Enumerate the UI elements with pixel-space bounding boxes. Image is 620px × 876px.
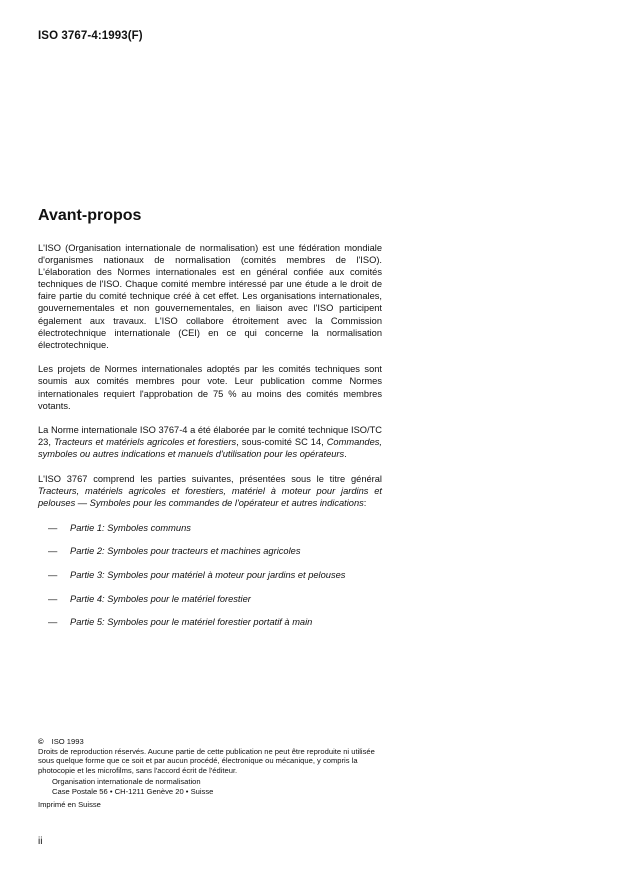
page-number: ii [38,836,43,847]
list-item [48,545,382,557]
rights-notice: Droits de reproduction réservés. Aucune partie de cette publication ne peut être reproduite ni utilisée sous quelque forme que ce soit et par aucun procédé, électronique ou mécanique, y compris la photocopie et les microfilms, sans l'accord écrit de l'éditeur. [38,746,375,775]
paragraph-committee [38,424,382,460]
foreword-body [38,242,382,640]
list-dash: — [48,593,58,604]
publisher-address [52,777,390,796]
paragraph-parts-intro [38,473,382,509]
printed-in: Imprimé en Suisse [38,799,101,809]
part-label: Partie 4: Symboles pour le matériel forestier [70,593,251,604]
paragraph-draft-standards: Les projets de Normes internationales adoptés par les comités techniques sont soumis aux comités membres pour vote. Leur publication comme Normes internationales requiert l'approbation de 75 % au moins des comités membres votants. [38,364,382,411]
subcommittee-text: , sous-comité SC 14, [236,437,327,448]
list-item [48,569,382,581]
parts-list [38,522,382,628]
list-dash: — [48,522,58,533]
list-dash: — [48,617,58,628]
section-title: Avant-propos [38,207,142,224]
part-label: Partie 5: Symboles pour le matériel forestier portatif à main [70,617,313,628]
committee-text: La Norme internationale ISO 3767-4 a été élaborée par le comité technique ISO/TC 23, [38,425,382,448]
list-dash: — [48,546,58,557]
copyright-icon: © [38,737,44,746]
publisher-org: Organisation internationale de normalisation [52,777,201,787]
tc-title: Tracteurs et matériels agricoles et forestiers [53,437,237,448]
parts-intro-text: L'ISO 3767 comprend les parties suivantes, présentées sous le titre général [38,474,382,484]
part-label: Partie 3: Symboles pour matériel à moteur pour jardins et pelouses [70,569,346,580]
list-item [48,593,382,605]
copyright-text: ISO 1993 [51,737,84,746]
publisher-postal: Case Postale 56 • CH-1211 Genève 20 • Suisse [52,786,214,796]
list-item [48,616,382,628]
copyright-footer [38,737,390,809]
paragraph-iso-intro: L'ISO (Organisation internationale de normalisation) est une fédération mondiale d'organismes nationaux de normalisation (comités membres de l'ISO). L'élaboration des Normes internationales est en général confiée aux comités techniques de l'ISO. Chaque comité membre intéressé par une étude a le droit de faire partie du comité technique créé à cet effet. Les organisations internationales, gouvernementales et non gouvernementales, en liaison avec l'ISO participent également aux travaux. L'ISO collabore étroitement avec la Commission électrotechnique internationale (CEI) en ce qui concerne la normalisation électrotechnique. [38,243,382,350]
sc-title: Commandes, symboles ou autres indications et manuels d'utilisation pour les opérateurs [38,437,383,460]
list-dash: — [48,569,58,580]
list-item [48,522,382,534]
parts-intro-end: : [363,498,367,509]
document-id: ISO 3767-4:1993(F) [38,30,143,42]
general-title: Tracteurs, matériels agricoles et forestiers, matériel à moteur pour jardins et pelouses — Symboles pour les commandes de l'opérateur et autres indications [38,486,382,509]
copyright-line [38,737,390,747]
part-label: Partie 2: Symboles pour tracteurs et machines agricoles [70,546,301,557]
committee-end: . [344,449,347,460]
part-label: Partie 1: Symboles communs [70,522,191,533]
